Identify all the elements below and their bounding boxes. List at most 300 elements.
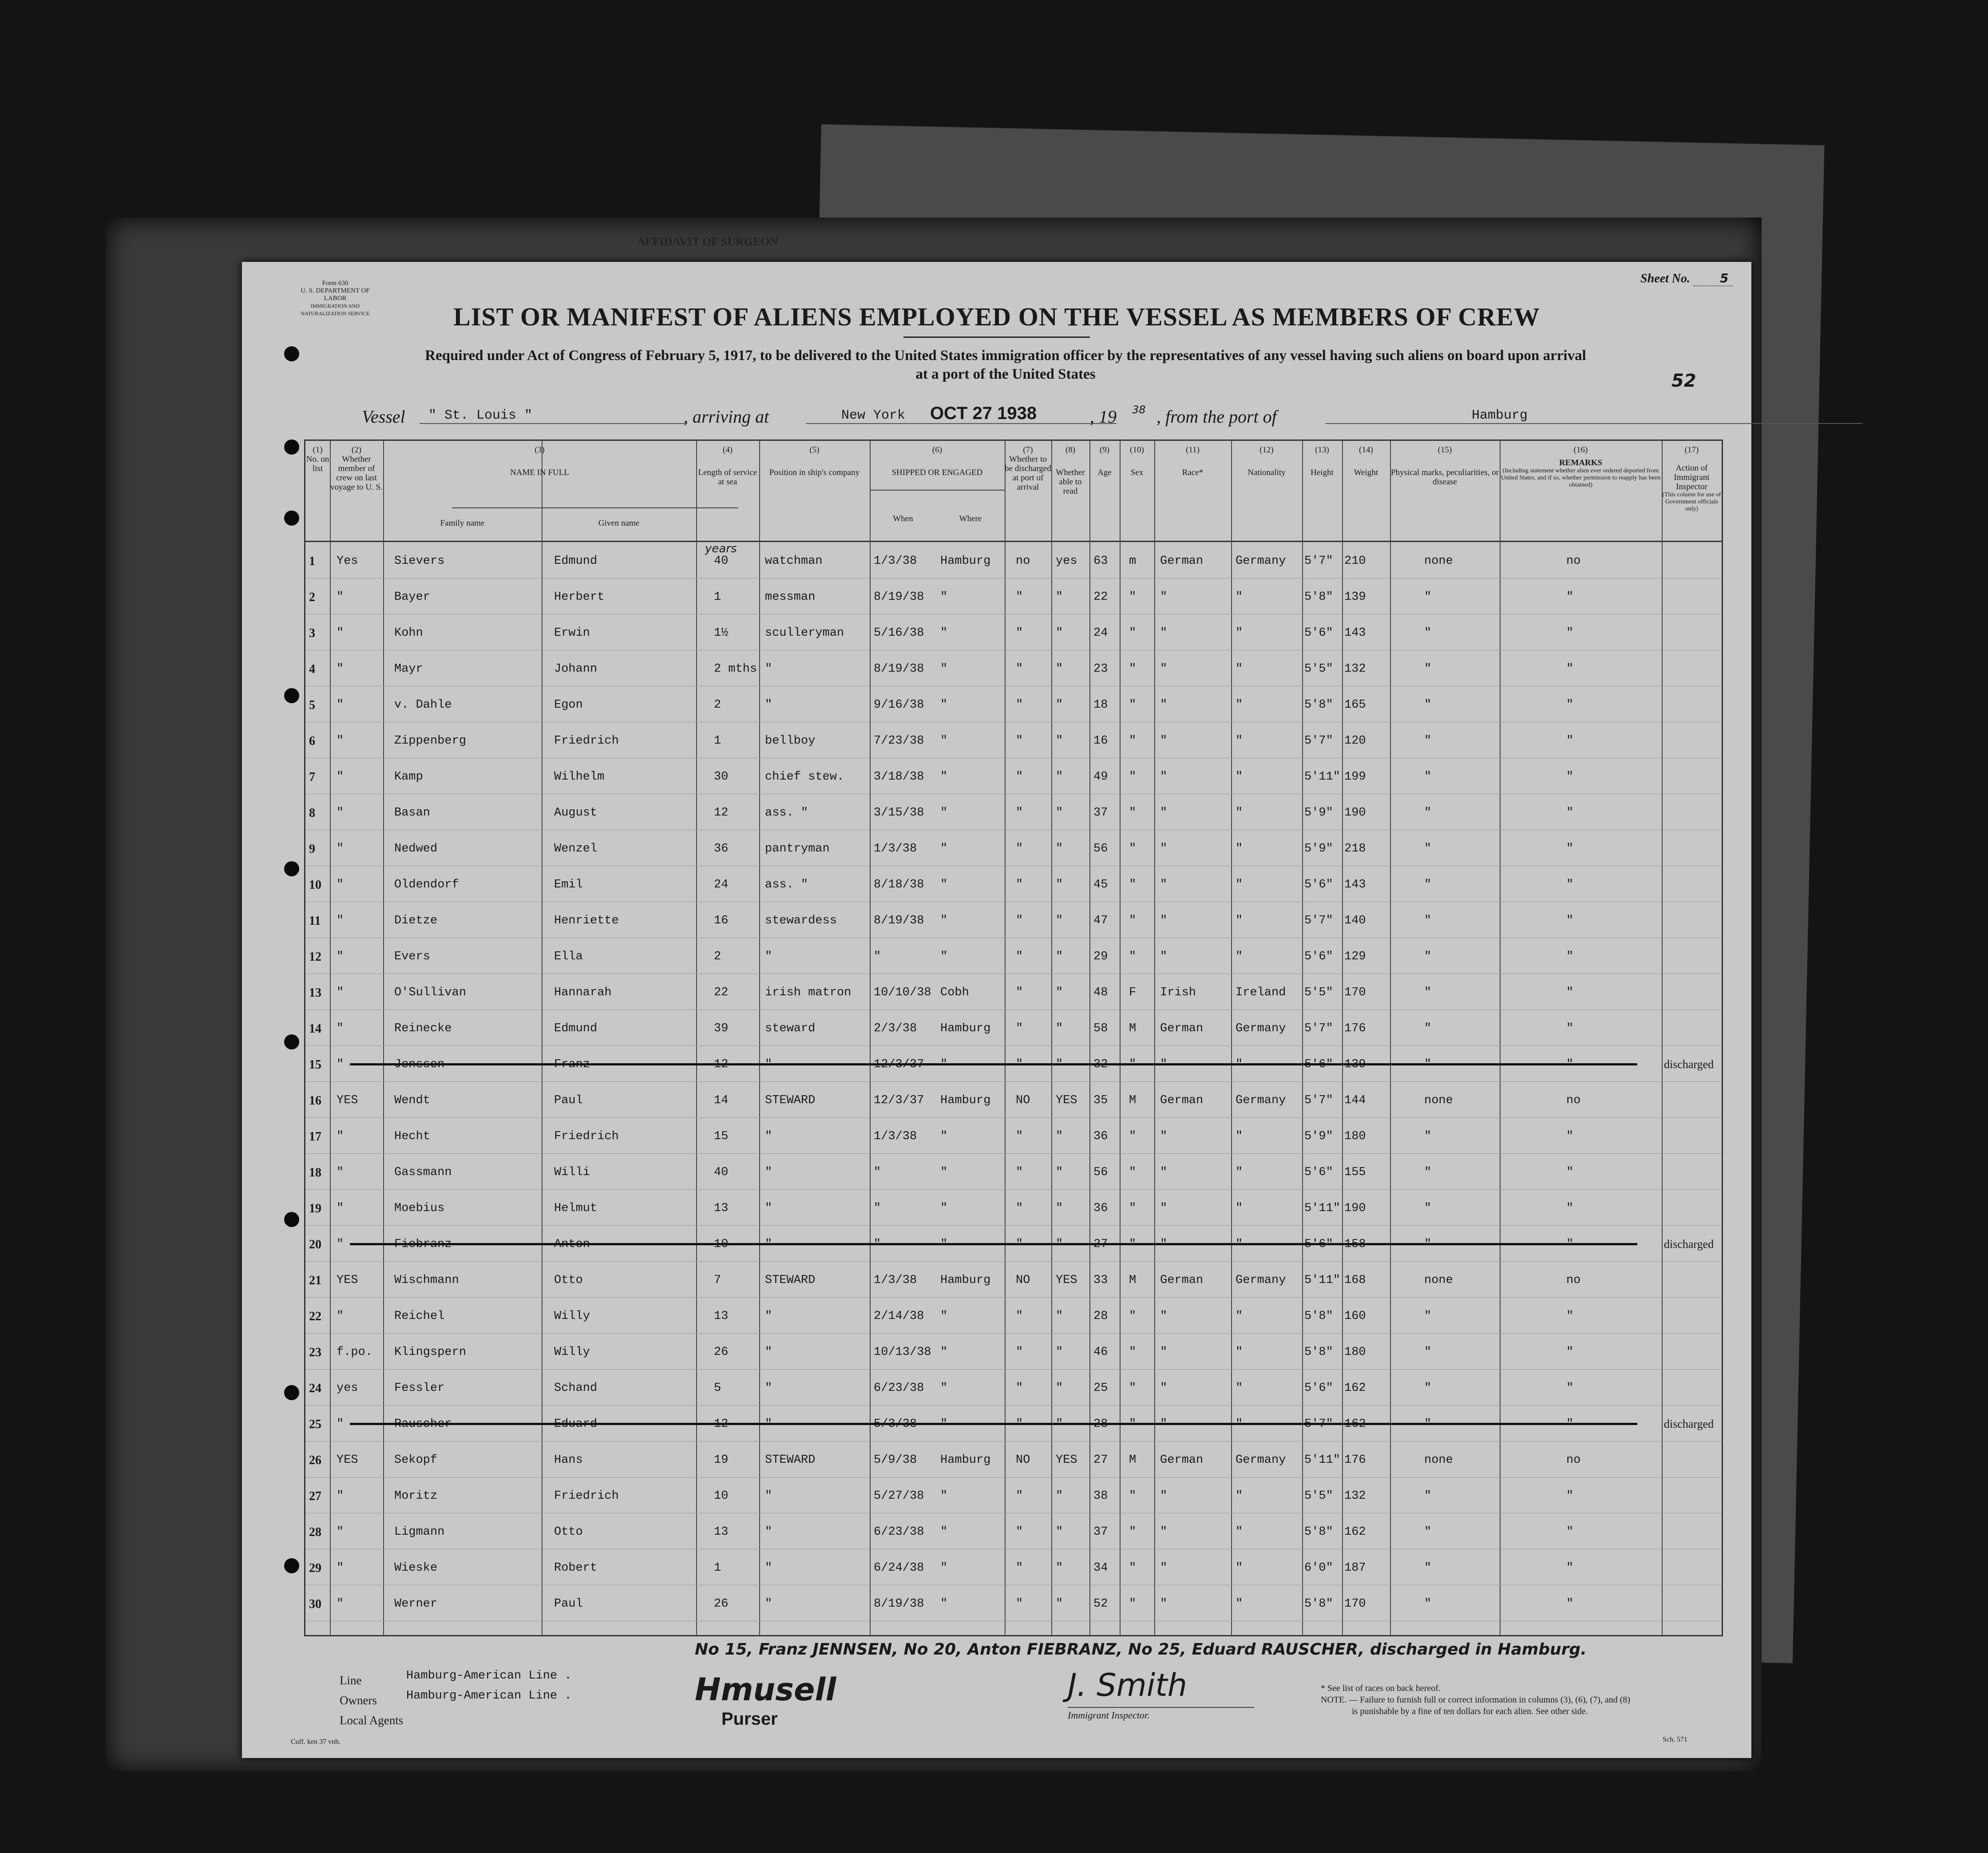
shipped-where-cell: Hamburg xyxy=(940,554,991,568)
remarks-cell: " xyxy=(1566,662,1574,676)
physical-marks-cell: " xyxy=(1424,878,1432,891)
length-of-service-cell: 14 xyxy=(714,1094,729,1107)
position-cell: ass. " xyxy=(765,806,808,820)
owners-label: Owners xyxy=(340,1694,377,1707)
family-name-cell: Sekopf xyxy=(394,1453,438,1467)
height-cell: 5'8" xyxy=(1304,1310,1333,1323)
height-cell: 5'9" xyxy=(1304,806,1333,820)
height-cell: 5'6" xyxy=(1304,1166,1333,1179)
remarks-cell: " xyxy=(1566,842,1574,855)
crew-table xyxy=(304,439,1723,1636)
crew-last-voyage-cell: " xyxy=(337,1489,344,1503)
height-cell: 5'5" xyxy=(1304,986,1333,999)
row-number-cell: 5 xyxy=(309,698,315,712)
table-row xyxy=(305,1585,1722,1621)
height-cell: 5'9" xyxy=(1304,842,1333,855)
remarks-cell: " xyxy=(1566,1346,1574,1359)
position-cell: chief stew. xyxy=(765,770,844,784)
to-be-discharged-cell: " xyxy=(1016,1130,1023,1143)
to-be-discharged-cell: " xyxy=(1016,806,1023,820)
given-name-cell: Otto xyxy=(554,1525,583,1539)
remarks-cell: " xyxy=(1566,1310,1574,1323)
col-header-position: (5) Position in ship's company xyxy=(769,445,860,477)
sex-cell: " xyxy=(1129,734,1137,748)
table-row xyxy=(305,614,1722,650)
sex-cell: " xyxy=(1129,590,1137,604)
sex-cell: " xyxy=(1129,698,1137,712)
weight-cell: 218 xyxy=(1344,842,1366,855)
position-cell: watchman xyxy=(765,554,823,568)
crew-last-voyage-cell: " xyxy=(337,1525,344,1539)
given-name-cell: Hannarah xyxy=(554,986,612,999)
family-name-cell: Hecht xyxy=(394,1130,431,1143)
height-cell: 5'7" xyxy=(1304,554,1333,568)
remarks-cell: no xyxy=(1566,1094,1581,1107)
able-to-read-cell: YES xyxy=(1056,1094,1077,1107)
able-to-read-cell: " xyxy=(1056,626,1063,640)
family-name-cell: Oldendorf xyxy=(394,878,459,891)
race-cell: " xyxy=(1160,1489,1168,1503)
race-cell: " xyxy=(1160,1130,1168,1143)
able-to-read-cell: " xyxy=(1056,1489,1063,1503)
shipped-where-cell: " xyxy=(940,590,948,604)
sex-cell: m xyxy=(1129,554,1137,568)
shipped-when-cell: 1/3/38 xyxy=(874,842,917,855)
crew-last-voyage-cell: " xyxy=(337,626,344,640)
nationality-cell: Ireland xyxy=(1236,986,1286,999)
family-name-cell: Wischmann xyxy=(394,1274,459,1287)
remarks-cell: " xyxy=(1566,1022,1574,1035)
length-of-service-cell: 39 xyxy=(714,1022,729,1035)
shipped-where-cell: " xyxy=(940,1489,948,1503)
nationality-cell: " xyxy=(1236,1202,1243,1215)
shipped-when-cell: 3/15/38 xyxy=(874,806,924,820)
sex-cell: " xyxy=(1129,950,1137,963)
age-cell: 56 xyxy=(1093,842,1108,855)
family-name-cell: Basan xyxy=(394,806,431,820)
age-cell: 38 xyxy=(1093,1489,1108,1503)
shipped-when-cell: 2/14/38 xyxy=(874,1310,924,1323)
page-number: 52 xyxy=(1671,371,1696,391)
punch-hole xyxy=(284,1212,299,1227)
shipped-where-cell: " xyxy=(940,950,948,963)
row-number-cell: 27 xyxy=(309,1489,321,1503)
family-name-cell: Reinecke xyxy=(394,1022,452,1035)
position-cell: " xyxy=(765,1130,772,1143)
given-name-cell: Willy xyxy=(554,1310,590,1323)
family-name-cell: Wieske xyxy=(394,1561,438,1575)
shipped-where-cell: " xyxy=(940,662,948,676)
nationality-cell: Germany xyxy=(1236,554,1286,568)
race-cell: German xyxy=(1160,1274,1204,1287)
able-to-read-cell: " xyxy=(1056,1310,1063,1323)
crew-last-voyage-cell: " xyxy=(337,734,344,748)
nationality-cell: " xyxy=(1236,842,1243,855)
age-cell: 36 xyxy=(1093,1130,1108,1143)
position-cell: " xyxy=(765,1525,772,1539)
punch-hole xyxy=(284,1034,299,1049)
age-cell: 29 xyxy=(1093,950,1108,963)
position-cell: pantryman xyxy=(765,842,830,855)
age-cell: 22 xyxy=(1093,590,1108,604)
family-name-cell: Reichel xyxy=(394,1310,445,1323)
nationality-cell: " xyxy=(1236,1489,1243,1503)
table-row xyxy=(305,758,1722,794)
able-to-read-cell: " xyxy=(1056,986,1063,999)
race-cell: " xyxy=(1160,1310,1168,1323)
height-cell: 5'11" xyxy=(1304,770,1341,784)
given-name-cell: Johann xyxy=(554,662,598,676)
race-cell: German xyxy=(1160,554,1204,568)
to-be-discharged-cell: " xyxy=(1016,1489,1023,1503)
table-row xyxy=(305,578,1722,614)
sheet-label: Sheet No. xyxy=(1640,272,1690,285)
physical-marks-cell: none xyxy=(1424,1453,1453,1467)
age-cell: 63 xyxy=(1093,554,1108,568)
physical-marks-cell: none xyxy=(1424,1094,1453,1107)
shipped-where-cell: " xyxy=(940,1166,948,1179)
row-number-cell: 24 xyxy=(309,1382,321,1395)
age-cell: 52 xyxy=(1093,1597,1108,1611)
table-row xyxy=(305,1117,1722,1153)
shipped-when-cell: 5/9/38 xyxy=(874,1453,917,1467)
fine-note-2: is punishable by a fine of ten dollars for each alien. See other side. xyxy=(1352,1707,1588,1716)
crew-last-voyage-cell: " xyxy=(337,698,344,712)
position-cell: STEWARD xyxy=(765,1453,816,1467)
nationality-cell: " xyxy=(1236,590,1243,604)
remarks-cell: " xyxy=(1566,1202,1574,1215)
row-number-cell: 16 xyxy=(309,1094,321,1108)
years-note: years xyxy=(705,542,737,555)
given-name-cell: Hans xyxy=(554,1453,583,1467)
crew-last-voyage-cell: yes xyxy=(337,1382,358,1395)
race-cell: " xyxy=(1160,1166,1168,1179)
given-name-cell: Edmund xyxy=(554,1022,598,1035)
length-of-service-cell: 19 xyxy=(714,1453,729,1467)
length-of-service-cell: 1 xyxy=(714,590,721,604)
height-cell: 5'8" xyxy=(1304,1525,1333,1539)
weight-cell: 199 xyxy=(1344,770,1366,784)
age-cell: 16 xyxy=(1093,734,1108,748)
to-be-discharged-cell: NO xyxy=(1016,1274,1030,1287)
sex-cell: " xyxy=(1129,914,1137,927)
remarks-cell: " xyxy=(1566,1166,1574,1179)
punch-hole xyxy=(284,1558,299,1573)
weight-cell: 132 xyxy=(1344,662,1366,676)
shipped-where-cell: Cobh xyxy=(940,986,969,999)
race-cell: " xyxy=(1160,806,1168,820)
race-cell: Irish xyxy=(1160,986,1196,999)
length-of-service-cell: 30 xyxy=(714,770,729,784)
shipped-when-cell: 5/27/38 xyxy=(874,1489,924,1503)
shipped-where-cell: Hamburg xyxy=(940,1094,991,1107)
fine-note-1: NOTE. — Failure to furnish full or correct information in columns (3), (6), (7), and (8) xyxy=(1321,1695,1631,1705)
age-cell: 45 xyxy=(1093,878,1108,891)
remarks-cell: " xyxy=(1566,1525,1574,1539)
remarks-cell: " xyxy=(1566,770,1574,784)
given-name-cell: Otto xyxy=(554,1274,583,1287)
given-name-cell: Willi xyxy=(554,1166,590,1179)
manifest-page xyxy=(242,235,1751,1758)
physical-marks-cell: " xyxy=(1424,1346,1432,1359)
weight-cell: 144 xyxy=(1344,1094,1366,1107)
age-cell: 48 xyxy=(1093,986,1108,999)
position-cell: " xyxy=(765,1346,772,1359)
crew-last-voyage-cell: " xyxy=(337,770,344,784)
shipped-when-cell: 1/3/38 xyxy=(874,1274,917,1287)
height-cell: 5'7" xyxy=(1304,914,1333,927)
able-to-read-cell: " xyxy=(1056,914,1063,927)
able-to-read-cell: YES xyxy=(1056,1274,1077,1287)
to-be-discharged-cell: " xyxy=(1016,914,1023,927)
row-number-cell: 2 xyxy=(309,590,315,604)
nationality-cell: Germany xyxy=(1236,1453,1286,1467)
sex-cell: F xyxy=(1129,986,1137,999)
col-header-crew: (2) Whether member of crew on last voyage to U. S. xyxy=(330,445,383,492)
crew-last-voyage-cell: " xyxy=(337,1166,344,1179)
row-number-cell: 10 xyxy=(309,878,321,892)
physical-marks-cell: " xyxy=(1424,662,1432,676)
to-be-discharged-cell: " xyxy=(1016,878,1023,891)
physical-marks-cell: " xyxy=(1424,698,1432,712)
height-cell: 5'11" xyxy=(1304,1202,1341,1215)
shipped-when-cell: 10/13/38 xyxy=(874,1346,931,1359)
punch-hole xyxy=(284,439,299,455)
age-cell: 37 xyxy=(1093,806,1108,820)
table-row xyxy=(305,542,1722,578)
col-header-age: (9) Age xyxy=(1097,445,1112,477)
row-number-cell: 14 xyxy=(309,1022,321,1036)
weight-cell: 176 xyxy=(1344,1022,1366,1035)
shipped-when-cell: 1/3/38 xyxy=(874,1130,917,1143)
age-cell: 33 xyxy=(1093,1274,1108,1287)
age-cell: 36 xyxy=(1093,1202,1108,1215)
table-row xyxy=(305,722,1722,758)
height-cell: 5'7" xyxy=(1304,734,1333,748)
row-number-cell: 17 xyxy=(309,1130,321,1144)
able-to-read-cell: " xyxy=(1056,878,1063,891)
position-cell: steward xyxy=(765,1022,816,1035)
family-name-cell: Wendt xyxy=(394,1094,431,1107)
race-cell: " xyxy=(1160,1202,1168,1215)
remarks-cell: " xyxy=(1566,1489,1574,1503)
height-cell: 5'8" xyxy=(1304,1597,1333,1611)
length-of-service-cell: 10 xyxy=(714,1489,729,1503)
crew-last-voyage-cell: " xyxy=(337,914,344,927)
family-name-cell: Evers xyxy=(394,950,431,963)
to-be-discharged-cell: NO xyxy=(1016,1094,1030,1107)
shipped-when-cell: 5/16/38 xyxy=(874,626,924,640)
shipped-when-cell: 6/23/38 xyxy=(874,1525,924,1539)
family-name-cell: Moebius xyxy=(394,1202,445,1215)
shipped-where-cell: " xyxy=(940,626,948,640)
sex-cell: " xyxy=(1129,1166,1137,1179)
race-cell: " xyxy=(1160,626,1168,640)
arrival-port: New York xyxy=(806,408,1117,424)
able-to-read-cell: " xyxy=(1056,590,1063,604)
sex-cell: " xyxy=(1129,842,1137,855)
table-row xyxy=(305,1369,1722,1405)
able-to-read-cell: " xyxy=(1056,806,1063,820)
able-to-read-cell: " xyxy=(1056,1525,1063,1539)
race-cell: " xyxy=(1160,590,1168,604)
length-of-service-cell: 2 xyxy=(714,698,721,712)
remarks-cell: " xyxy=(1566,1597,1574,1611)
position-cell: ass. " xyxy=(765,878,808,891)
length-of-service-cell: 1 xyxy=(714,1561,721,1575)
remarks-cell: " xyxy=(1566,698,1574,712)
row-number-cell: 29 xyxy=(309,1561,321,1575)
shipped-when-cell: " xyxy=(874,1166,881,1179)
form-number: Form 630 xyxy=(322,280,348,287)
able-to-read-cell: " xyxy=(1056,698,1063,712)
able-to-read-cell: " xyxy=(1056,1166,1063,1179)
shipped-where-cell: " xyxy=(940,914,948,927)
position-cell: " xyxy=(765,1382,772,1395)
col-header-nationality: (12) Nationality xyxy=(1247,445,1286,477)
height-cell: 5'11" xyxy=(1304,1274,1341,1287)
to-be-discharged-cell: NO xyxy=(1016,1453,1030,1467)
age-cell: 34 xyxy=(1093,1561,1108,1575)
able-to-read-cell: " xyxy=(1056,1597,1063,1611)
departure-port: Hamburg xyxy=(1325,408,1862,424)
race-cell: German xyxy=(1160,1022,1204,1035)
shipped-when-cell: 8/19/38 xyxy=(874,1597,924,1611)
physical-marks-cell: " xyxy=(1424,914,1432,927)
row-number-cell: 22 xyxy=(309,1310,321,1323)
position-cell: irish matron xyxy=(765,986,851,999)
physical-marks-cell: " xyxy=(1424,1525,1432,1539)
nationality-cell: Germany xyxy=(1236,1094,1286,1107)
physical-marks-cell: " xyxy=(1424,1489,1432,1503)
row-number-cell: 15 xyxy=(309,1058,321,1072)
age-cell: 47 xyxy=(1093,914,1108,927)
sheet-number-field xyxy=(1640,271,1733,286)
remarks-cell: " xyxy=(1566,1561,1574,1575)
race-cell: " xyxy=(1160,878,1168,891)
height-cell: 5'6" xyxy=(1304,878,1333,891)
race-cell: " xyxy=(1160,914,1168,927)
nationality-cell: " xyxy=(1236,662,1243,676)
col-header-discharged: (7) Whether to be discharged at port of arrival xyxy=(1005,445,1051,492)
shipped-when-cell: " xyxy=(874,950,881,963)
weight-cell: 190 xyxy=(1344,1202,1366,1215)
table-row xyxy=(305,1297,1722,1333)
to-be-discharged-cell: " xyxy=(1016,986,1023,999)
shipped-where-cell: " xyxy=(940,878,948,891)
able-to-read-cell: " xyxy=(1056,1382,1063,1395)
shipped-where-cell: " xyxy=(940,1346,948,1359)
vessel-label: Vessel xyxy=(362,407,405,427)
from-port-label: , from the port of xyxy=(1156,407,1277,427)
position-cell: " xyxy=(765,1489,772,1503)
crew-last-voyage-cell: YES xyxy=(337,1094,358,1107)
remarks-cell: no xyxy=(1566,554,1581,568)
weight-cell: 190 xyxy=(1344,806,1366,820)
to-be-discharged-cell: " xyxy=(1016,1310,1023,1323)
position-cell: " xyxy=(765,1166,772,1179)
weight-cell: 165 xyxy=(1344,698,1366,712)
family-name-cell: Sievers xyxy=(394,554,445,568)
able-to-read-cell: " xyxy=(1056,770,1063,784)
physical-marks-cell: " xyxy=(1424,986,1432,999)
row-number-cell: 12 xyxy=(309,950,321,964)
length-of-service-cell: 1 xyxy=(714,734,721,748)
row-number-cell: 3 xyxy=(309,626,315,640)
weight-cell: 120 xyxy=(1344,734,1366,748)
to-be-discharged-cell: " xyxy=(1016,1525,1023,1539)
physical-marks-cell: none xyxy=(1424,1274,1453,1287)
height-cell: 5'11" xyxy=(1304,1453,1341,1467)
length-of-service-cell: 1½ xyxy=(714,626,729,640)
row-number-cell: 4 xyxy=(309,662,315,676)
crew-last-voyage-cell: " xyxy=(337,986,344,999)
family-name-cell: O'Sullivan xyxy=(394,986,467,999)
age-cell: 18 xyxy=(1093,698,1108,712)
to-be-discharged-cell: " xyxy=(1016,1166,1023,1179)
table-row xyxy=(305,1513,1722,1549)
position-cell: messman xyxy=(765,590,816,604)
col-header-action: (17) Action of Immigrant Inspector (This column for use of Government officials only) xyxy=(1662,445,1721,512)
crew-last-voyage-cell: " xyxy=(337,842,344,855)
weight-cell: 180 xyxy=(1344,1130,1366,1143)
position-cell: sculleryman xyxy=(765,626,844,640)
given-name-cell: Erwin xyxy=(554,626,590,640)
crew-last-voyage-cell: " xyxy=(337,1202,344,1215)
punch-hole xyxy=(284,861,299,876)
weight-cell: 162 xyxy=(1344,1525,1366,1539)
col-header-weight: (14) Weight xyxy=(1354,445,1378,477)
length-of-service-cell: 13 xyxy=(714,1202,729,1215)
row-number-cell: 18 xyxy=(309,1166,321,1180)
row-number-cell: 20 xyxy=(309,1238,321,1251)
shipped-when-cell: 6/24/38 xyxy=(874,1561,924,1575)
local-agents-label: Local Agents xyxy=(340,1714,404,1727)
sex-cell: " xyxy=(1129,662,1137,676)
height-cell: 5'8" xyxy=(1304,590,1333,604)
nationality-cell: " xyxy=(1236,878,1243,891)
sex-cell: " xyxy=(1129,626,1137,640)
nationality-cell: " xyxy=(1236,1346,1243,1359)
crew-last-voyage-cell: " xyxy=(337,662,344,676)
race-cell: " xyxy=(1160,1382,1168,1395)
shipped-where-cell: " xyxy=(940,698,948,712)
crew-last-voyage-cell: " xyxy=(337,878,344,891)
table-row xyxy=(305,938,1722,974)
row-number-cell: 30 xyxy=(309,1597,321,1611)
physical-marks-cell: " xyxy=(1424,1166,1432,1179)
to-be-discharged-cell: " xyxy=(1016,1202,1023,1215)
sex-cell: M xyxy=(1129,1274,1137,1287)
sex-cell: M xyxy=(1129,1022,1137,1035)
row-number-cell: 25 xyxy=(309,1417,321,1431)
position-cell: STEWARD xyxy=(765,1094,816,1107)
nationality-cell: " xyxy=(1236,626,1243,640)
physical-marks-cell: " xyxy=(1424,1597,1432,1611)
table-row xyxy=(305,1333,1722,1369)
nationality-cell: Germany xyxy=(1236,1022,1286,1035)
arriving-label: , arriving at xyxy=(684,407,769,427)
shipped-where-cell: " xyxy=(940,770,948,784)
remarks-cell: " xyxy=(1566,950,1574,963)
family-name-cell: Ligmann xyxy=(394,1525,445,1539)
nationality-cell: " xyxy=(1236,734,1243,748)
physical-marks-cell: " xyxy=(1424,1310,1432,1323)
col-header-race: (11) Race* xyxy=(1182,445,1204,477)
sex-cell: " xyxy=(1129,1202,1137,1215)
table-row xyxy=(305,794,1722,830)
nationality-cell: " xyxy=(1236,1597,1243,1611)
